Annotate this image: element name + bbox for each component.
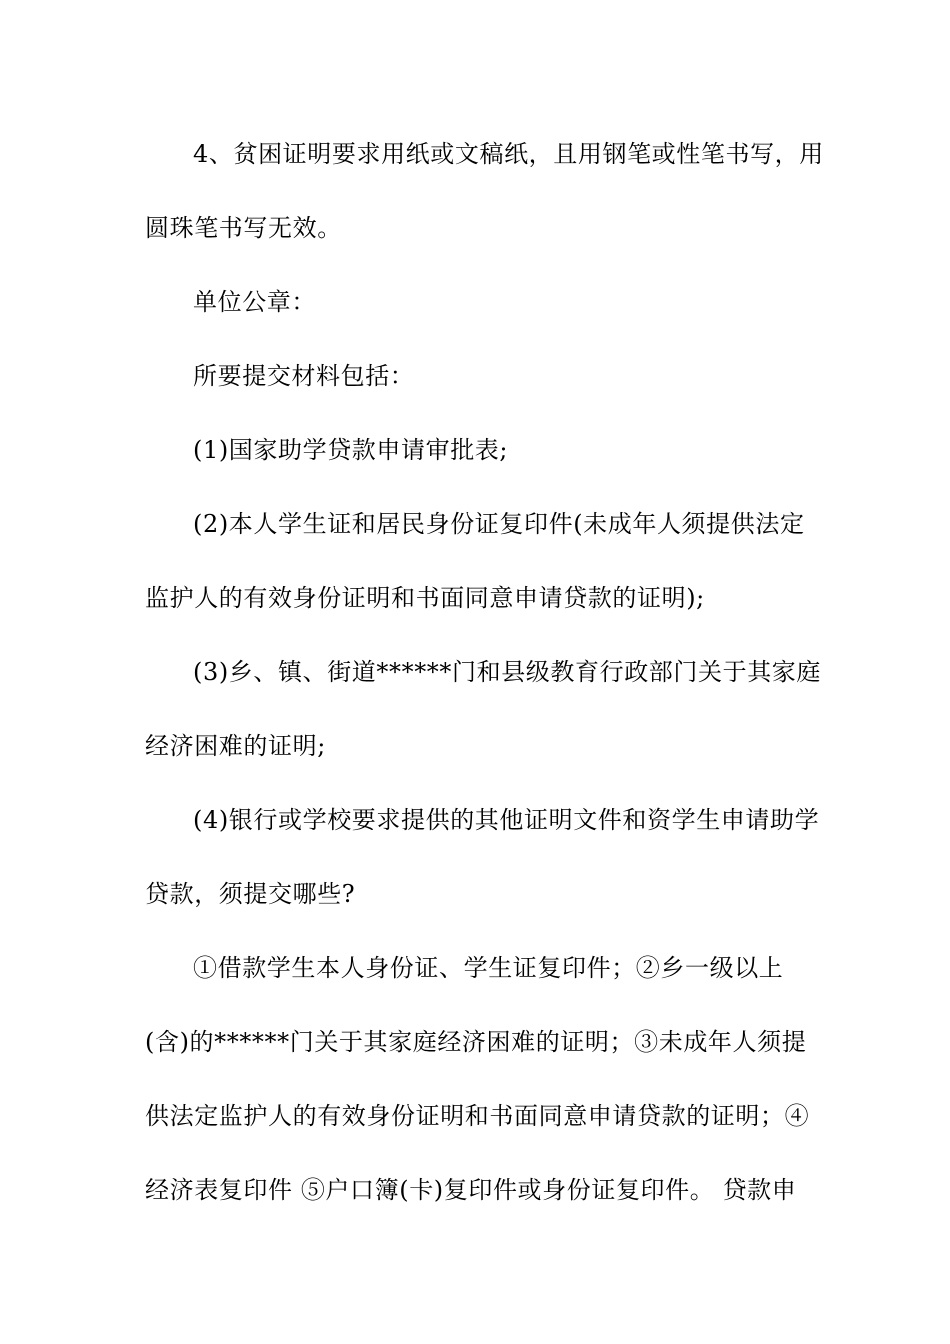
text-line: 圆珠笔书写无效。: [145, 214, 342, 242]
text-line: (含)的******门关于其家庭经济困难的证明；③未成年人须提: [145, 1028, 807, 1056]
text-line: (3)乡、镇、街道******门和县级教育行政部门关于其家庭: [193, 658, 821, 686]
text-line: ①借款学生本人身份证、学生证复印件；②乡一级以上: [193, 954, 784, 982]
text-line: 监护人的有效身份证明和书面同意申请贷款的证明);: [145, 584, 705, 612]
text-line: 供法定监护人的有效身份证明和书面同意申请贷款的证明；④: [145, 1102, 810, 1130]
text-line: 4、贫困证明要求用纸或文稿纸，且用钢笔或性笔书写，用: [193, 140, 824, 168]
text-line: 单位公章：: [193, 288, 316, 316]
text-line: 所要提交材料包括：: [193, 362, 415, 390]
text-line: (4)银行或学校要求提供的其他证明文件和资学生申请助学: [193, 806, 820, 834]
text-line: (1)国家助学贷款申请审批表;: [193, 436, 509, 464]
text-line: 经济表复印件 ⑤户口簿(卡)复印件或身份证复印件。 贷款申: [145, 1176, 797, 1204]
text-line: 贷款，须提交哪些?: [145, 880, 356, 908]
text-line: 经济困难的证明;: [145, 732, 326, 760]
text-line: (2)本人学生证和居民身份证复印件(未成年人须提供法定: [193, 510, 805, 538]
